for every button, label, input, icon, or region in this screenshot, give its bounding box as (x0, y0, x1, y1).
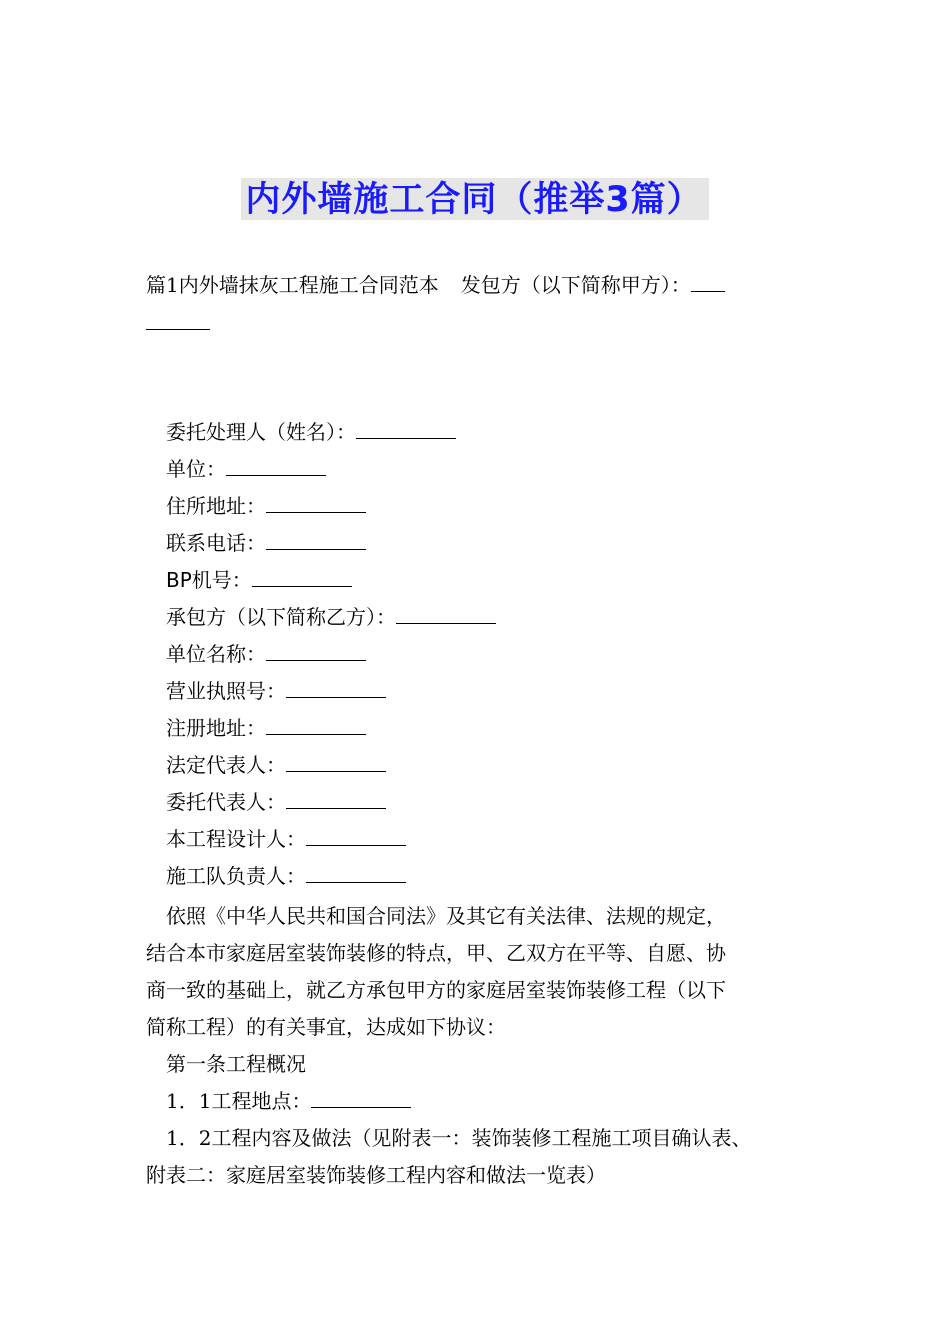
field-label: 住所地址： (166, 494, 266, 518)
field-row (166, 677, 386, 705)
field-label: BP机号： (166, 568, 252, 592)
field-blank (306, 827, 406, 846)
field-row (166, 418, 456, 446)
field-label: 法定代表人： (166, 753, 286, 777)
field-blank (226, 457, 326, 476)
document-title: 内外墙施工合同（推举3篇） (241, 178, 708, 220)
intro-blank-1 (691, 273, 725, 292)
field-label: 承包方（以下简称乙方）： (166, 605, 396, 629)
field-label: 委托处理人（姓名）： (166, 420, 356, 444)
field-label: 单位： (166, 457, 226, 481)
field-row (166, 640, 366, 668)
field-row (166, 714, 366, 742)
field-blank (266, 531, 366, 550)
field-row (166, 751, 386, 779)
field-row (166, 492, 366, 520)
field-blank (286, 790, 386, 809)
preamble-line: 结合本市家庭居室装饰装修的特点，甲、乙双方在平等、自愿、协 (146, 941, 726, 965)
field-row (166, 825, 406, 853)
preamble-line: 依照《中华人民共和国合同法》及其它有关法律、法规的规定， (166, 904, 726, 928)
intro-party-a: 发包方（以下简称甲方）： (460, 273, 691, 297)
field-label: 单位名称： (166, 642, 266, 666)
field-label: 施工队负责人： (166, 864, 306, 888)
field-row (166, 566, 352, 594)
field-blank (286, 753, 386, 772)
field-label: 委托代表人： (166, 790, 286, 814)
preamble-line: 商一致的基础上，就乙方承包甲方的家庭居室装饰装修工程（以下 (146, 978, 726, 1002)
field-label: 联系电话： (166, 531, 266, 555)
field-blank (266, 494, 366, 513)
preamble-line: 简称工程）的有关事宜，达成如下协议： (146, 1015, 506, 1039)
article-1-title: 第一条工程概况 (166, 1052, 306, 1076)
field-blank (306, 864, 406, 883)
field-blank (266, 716, 366, 735)
field-blank (396, 605, 496, 624)
intro-line (146, 271, 725, 299)
field-blank (266, 642, 366, 661)
title-container (0, 178, 950, 220)
field-blank (356, 420, 456, 439)
item-1-1-blank (311, 1089, 411, 1108)
field-blank (286, 679, 386, 698)
field-row (166, 529, 366, 557)
item-1-1-label: 1．1工程地点： (166, 1089, 312, 1113)
field-blank (252, 568, 352, 587)
field-row (166, 788, 386, 816)
intro-prefix: 篇1内外墙抹灰工程施工合同范本 (146, 273, 439, 297)
field-label: 本工程设计人： (166, 827, 306, 851)
item-1-1 (166, 1087, 411, 1115)
item-1-2-line-2: 附表二：家庭居室装饰装修工程内容和做法一览表） (146, 1163, 606, 1187)
field-label: 营业执照号： (166, 679, 286, 703)
field-row (166, 455, 326, 483)
intro-blank-line (146, 309, 210, 337)
item-1-2-line-1: 1．2工程内容及做法（见附表一：装饰装修工程施工项目确认表、 (166, 1126, 752, 1150)
field-row (166, 862, 406, 890)
field-row (166, 603, 496, 631)
field-label: 注册地址： (166, 716, 266, 740)
intro-blank-2 (146, 311, 210, 330)
